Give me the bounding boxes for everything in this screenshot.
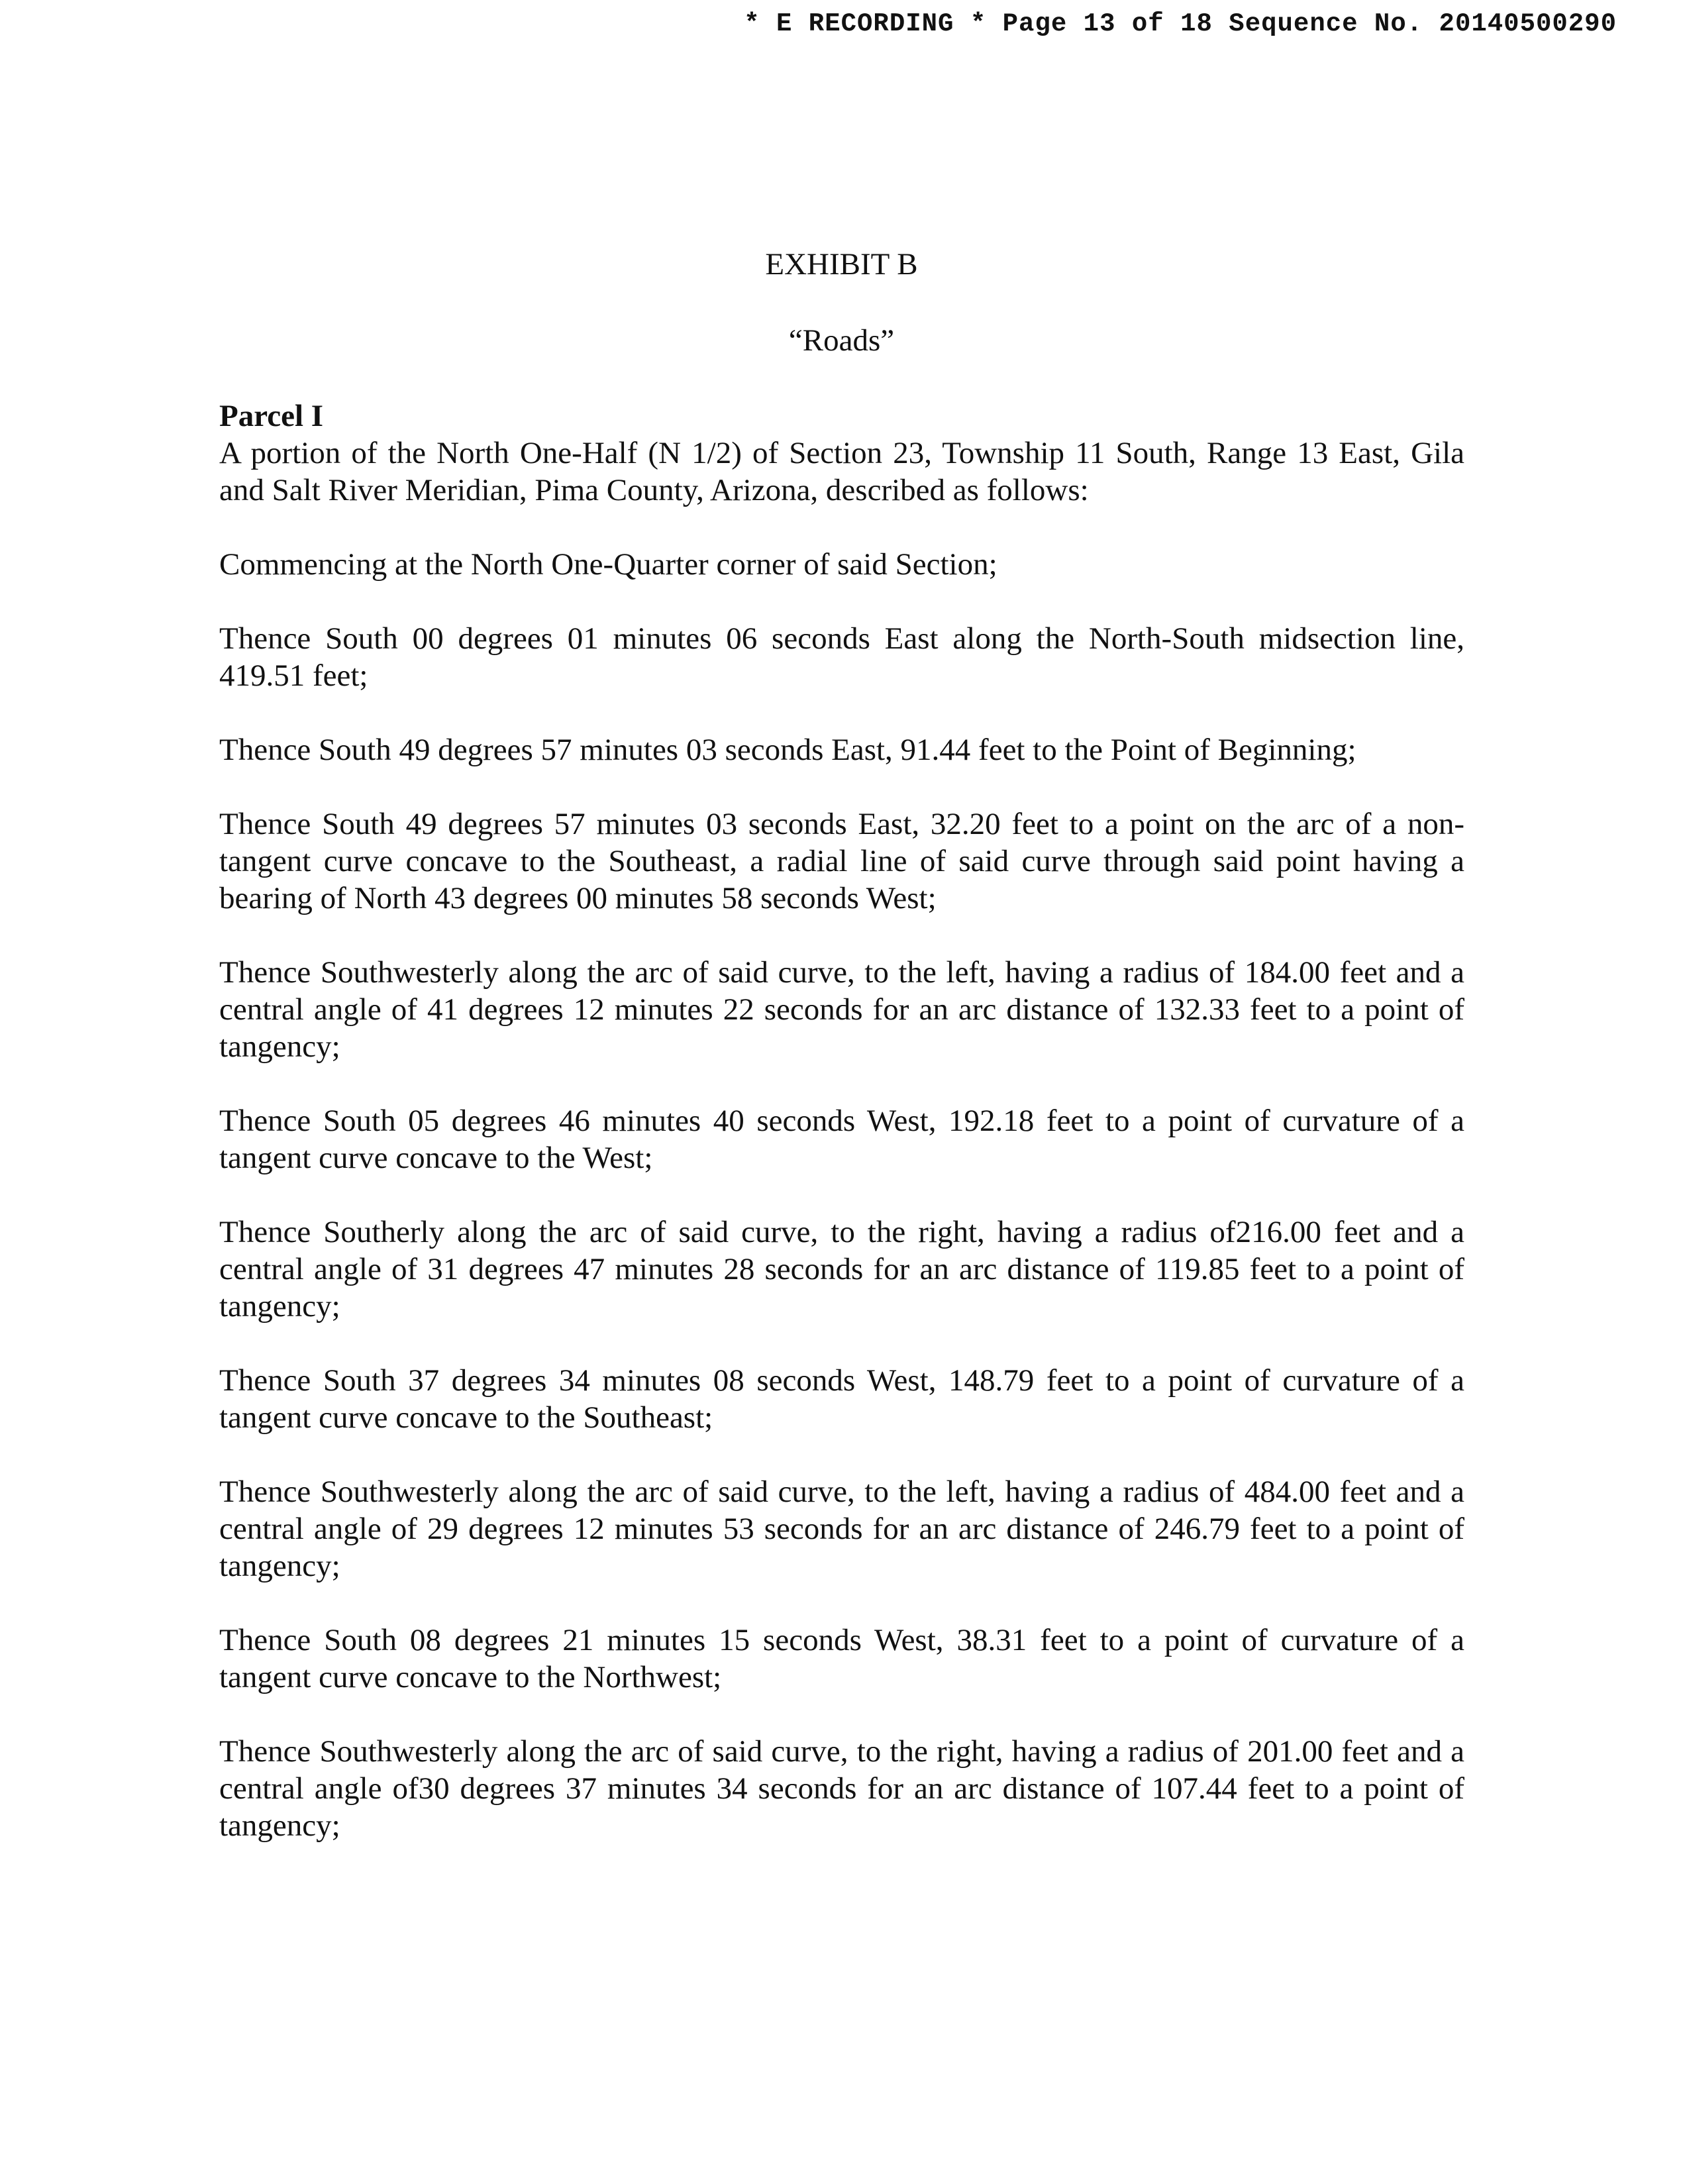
paragraph-course: Thence South 05 degrees 46 minutes 40 seconds West, 192.18 feet to a point of curvature of a tangent curve concave to the West;: [219, 1104, 1464, 1175]
paragraph-course: Thence Southerly along the arc of said curve, to the right, having a radius of216.00 feet and a central angle of 31 degrees 47 minutes 28 seconds for an arc distance of 119.85 feet to a point of tangency;: [219, 1215, 1464, 1324]
paragraph-course: Thence Southwesterly along the arc of said curve, to the right, having a radius of 201.00 feet and a central angle of30 degrees 37 minutes 34 seconds for an arc distance of 107.44 feet to a point of tangency;: [219, 1734, 1464, 1843]
paragraph-course: Thence Southwesterly along the arc of said curve, to the left, having a radius of 184.00 feet and a central angle of 41 degrees 12 minutes 22 seconds for an arc distance of 132.33 feet to a point of tangency;: [219, 955, 1464, 1064]
paragraph-course: Thence South 08 degrees 21 minutes 15 seconds West, 38.31 feet to a point of curvature of a tangent curve concave to the Northwest;: [219, 1623, 1464, 1694]
paragraph-course: Thence South 49 degrees 57 minutes 03 seconds East, 91.44 feet to the Point of Beginning;: [219, 733, 1356, 767]
paragraph-course: Thence Southwesterly along the arc of said curve, to the left, having a radius of 484.00 feet and a central angle of 29 degrees 12 minutes 53 seconds for an arc distance of 246.79 feet to a point of tangency;: [219, 1475, 1464, 1583]
paragraph-course: Thence South 00 degrees 01 minutes 06 seconds East along the North-South midsection line, 419.51 feet;: [219, 621, 1464, 693]
recording-header: * E RECORDING * Page 13 of 18 Sequence No. 20140500290: [744, 9, 1617, 38]
paragraph-course: Thence South 37 degrees 34 minutes 08 seconds West, 148.79 feet to a point of curvature of a tangent curve concave to the Southeast;: [219, 1363, 1464, 1435]
exhibit-title: EXHIBIT B: [765, 247, 918, 282]
parcel-heading: Parcel I: [219, 399, 324, 433]
paragraph-portion: A portion of the North One-Half (N 1/2) of Section 23, Township 11 South, Range 13 East, Gila and Salt River Meridian, Pima County, Arizona, described as follows:: [219, 436, 1464, 507]
paragraph-commencing: Commencing at the North One-Quarter corner of said Section;: [219, 547, 997, 582]
paragraph-course: Thence South 49 degrees 57 minutes 03 seconds East, 32.20 feet to a point on the arc of a non-tangent curve concave to the Southeast, a radial line of said curve through said point having a bearing of North 43 degrees 00 minutes 58 seconds West;: [219, 807, 1464, 915]
legal-description: [219, 397, 1464, 1881]
exhibit-subtitle: “Roads”: [788, 323, 895, 358]
